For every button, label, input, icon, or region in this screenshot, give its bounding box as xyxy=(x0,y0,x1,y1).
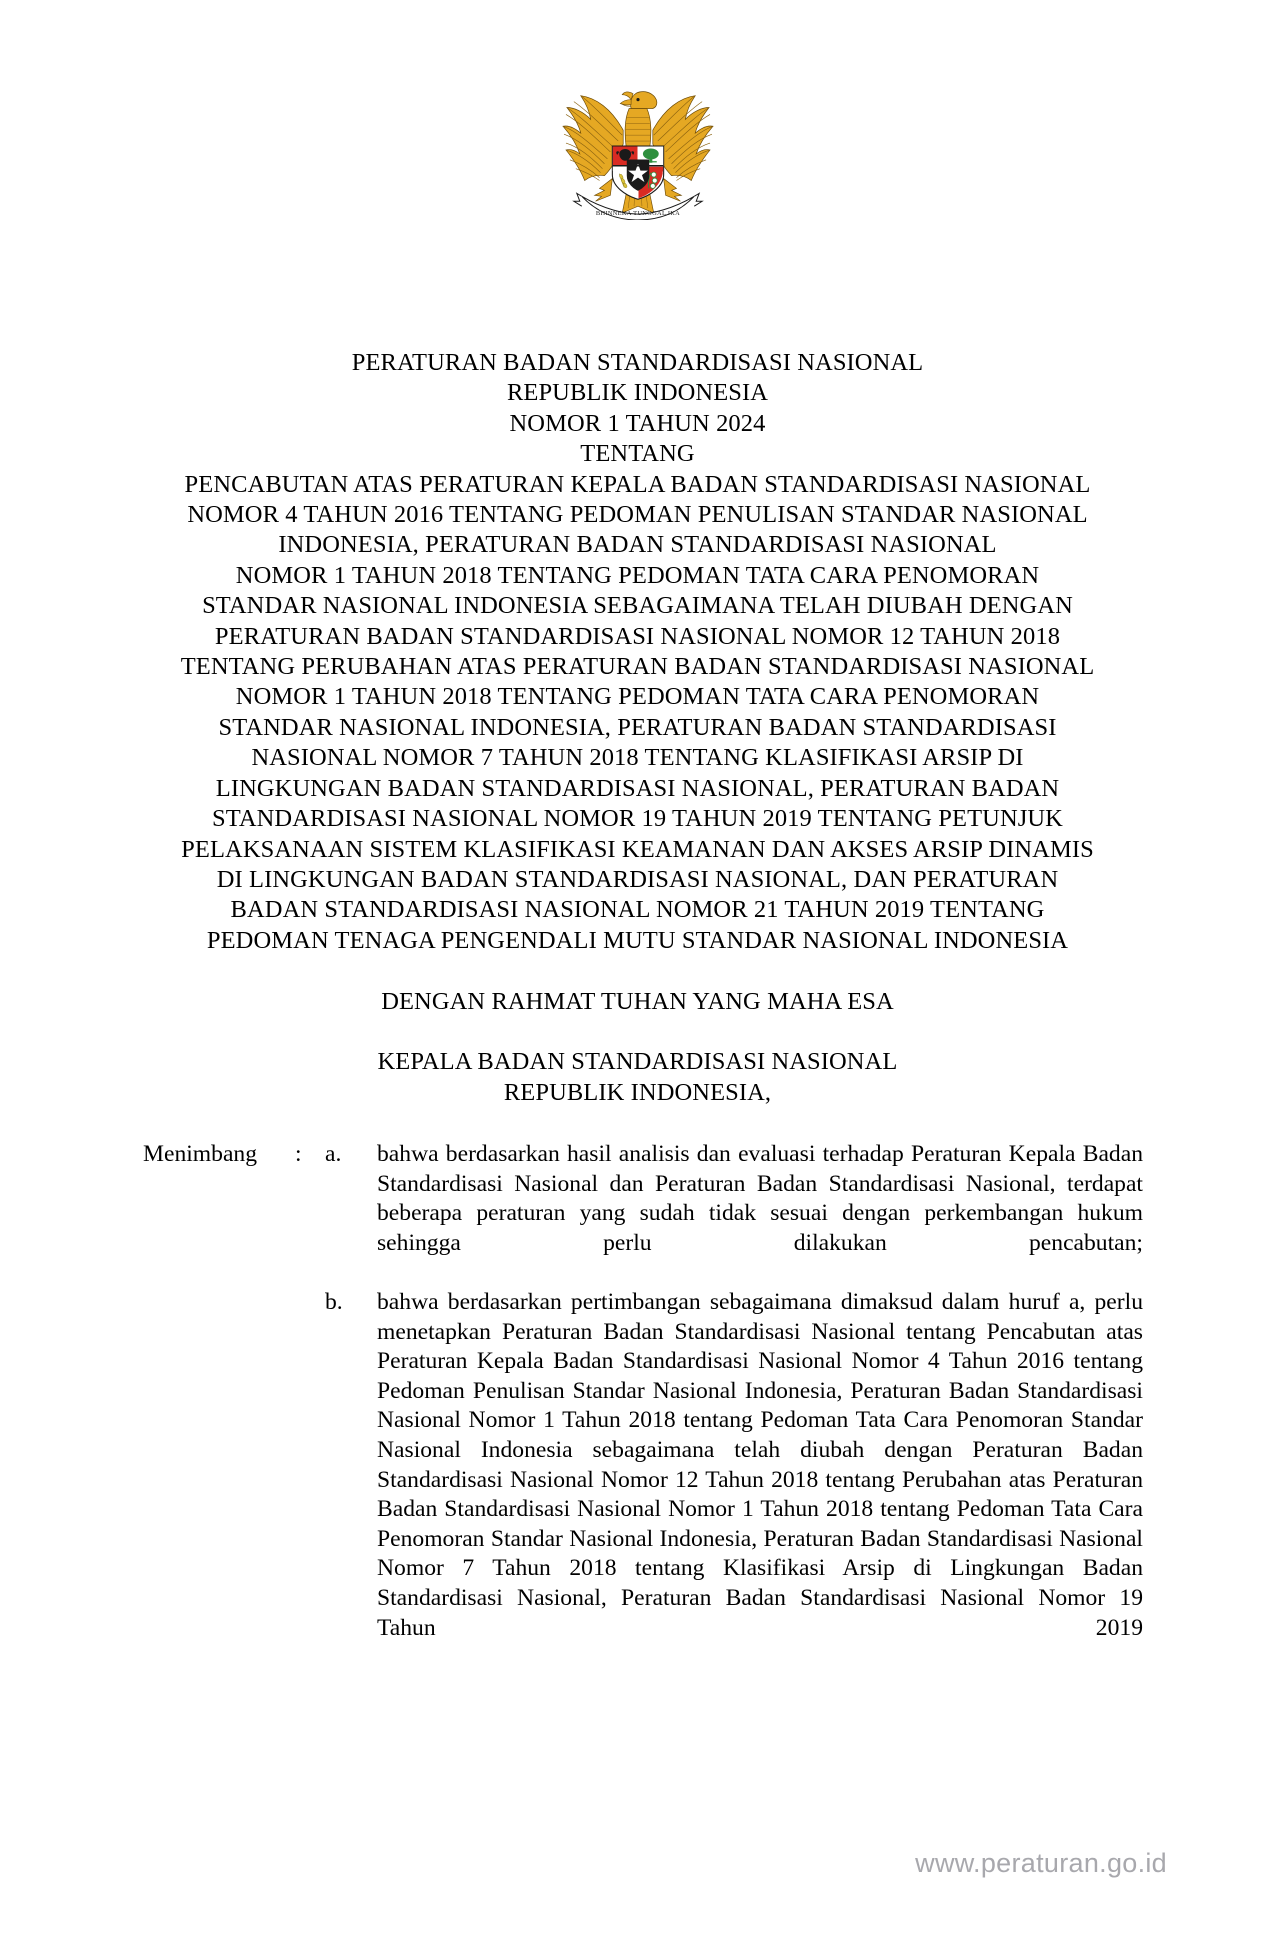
title-line: STANDAR NASIONAL INDONESIA, PERATURAN BADAN STANDARDISASI xyxy=(218,713,1057,741)
emblem-container xyxy=(0,72,1275,220)
consideration-text-a: bahwa berdasarkan hasil analisis dan evaluasi terhadap Peraturan Kepala Badan Standardisasi Nasional dan Peraturan Badan Standardisasi Nasional, terdapat beberapa peraturan yang sudah tidak sesuai dengan perkembangan hukum sehingga perlu dilakukan pencabutan; xyxy=(377,1141,1143,1256)
title-line: PEDOMAN TENAGA PENGENDALI MUTU STANDAR NASIONAL INDONESIA xyxy=(206,926,1069,954)
footer-watermark: www.peraturan.go.id xyxy=(915,1848,1167,1878)
title-line: TENTANG xyxy=(580,440,695,468)
title-line: PERATURAN BADAN STANDARDISASI NASIONAL xyxy=(351,349,924,376)
title-line: REPUBLIK INDONESIA xyxy=(506,379,769,407)
title-line: TENTANG PERUBAHAN ATAS PERATURAN BADAN STANDARDISASI NASIONAL xyxy=(180,653,1095,681)
title-spacer xyxy=(0,956,1275,986)
document-title-block xyxy=(0,348,1275,1108)
consideration-item-a xyxy=(143,1140,1143,1288)
title-line: NOMOR 4 TAHUN 2016 TENTANG PEDOMAN PENULISAN STANDAR NASIONAL xyxy=(187,501,1088,529)
title-line: LINGKUNGAN BADAN STANDARDISASI NASIONAL, PERATURAN BADAN xyxy=(215,774,1060,802)
title-line: NASIONAL NOMOR 7 TAHUN 2018 TENTANG KLASIFIKASI ARSIP DI xyxy=(251,744,1024,772)
considerations-label: Menimbang xyxy=(143,1141,258,1167)
authority-line: KEPALA BADAN STANDARDISASI NASIONAL xyxy=(377,1048,898,1076)
blessing-line: DENGAN RAHMAT TUHAN YANG MAHA ESA xyxy=(381,987,894,1015)
title-line: NOMOR 1 TAHUN 2018 TENTANG PEDOMAN TATA CARA PENOMORAN xyxy=(235,561,1040,589)
title-line: STANDAR NASIONAL INDONESIA SEBAGAIMANA TELAH DIUBAH DENGAN xyxy=(202,592,1073,620)
emblem-motto-text: BHINNEKA TUNGGAL IKA xyxy=(595,210,680,218)
garuda-pancasila-emblem xyxy=(558,72,718,220)
title-line: PELAKSANAAN SISTEM KLASIFIKASI KEAMANAN DAN AKSES ARSIP DINAMIS xyxy=(181,835,1094,863)
title-line: PERATURAN BADAN STANDARDISASI NASIONAL NOMOR 12 TAHUN 2018 xyxy=(214,622,1061,650)
authority-line: REPUBLIK INDONESIA, xyxy=(503,1078,772,1106)
title-line: DI LINGKUNGAN BADAN STANDARDISASI NASIONAL, DAN PERATURAN xyxy=(216,865,1059,893)
title-line: PENCABUTAN ATAS PERATURAN KEPALA BADAN STANDARDISASI NASIONAL xyxy=(184,470,1091,498)
title-line: NOMOR 1 TAHUN 2024 xyxy=(509,409,766,437)
title-line: BADAN STANDARDISASI NASIONAL NOMOR 21 TAHUN 2019 TENTANG xyxy=(230,896,1045,924)
considerations-colon: : xyxy=(295,1141,302,1167)
title-line: INDONESIA, PERATURAN BADAN STANDARDISASI NASIONAL xyxy=(278,531,997,559)
blessing-spacer xyxy=(0,1017,1275,1047)
consideration-item-b xyxy=(143,1288,1143,1673)
consideration-letter-b: b. xyxy=(325,1288,343,1315)
title-line: STANDARDISASI NASIONAL NOMOR 19 TAHUN 2019 TENTANG PETUNJUK xyxy=(212,805,1063,833)
consideration-letter-a: a. xyxy=(325,1141,342,1167)
considerations-section xyxy=(143,1140,1143,1673)
consideration-text-b: bahwa berdasarkan pertimbangan sebagaimana dimaksud dalam huruf a, perlu menetapkan Peraturan Badan Standardisasi Nasional tentang Pencabutan atas Peraturan Kepala Badan Standardisasi Nasional Nomor 4 Tahun 2016 tentang Pedoman Penulisan Standar Nasional Indonesia, Peraturan Badan Standardisasi Nasional Nomor 1 Tahun 2018 tentang Pedoman Tata Cara Penomoran Standar Nasional Indonesia sebagaimana telah diubah dengan Peraturan Badan Standardisasi Nasional Nomor 12 Tahun 2018 tentang Perubahan atas Peraturan Badan Standardisasi Nasional Nomor 1 Tahun 2018 tentang Pedoman Tata Cara Penomoran Standar Nasional Indonesia, Peraturan Badan Standardisasi Nasional Nomor 7 Tahun 2018 tentang Klasifikasi Arsip di Lingkungan Badan Standardisasi Nasional, Peraturan Badan Standardisasi Nasional Nomor 19 Tahun 2019 xyxy=(377,1288,1143,1641)
title-line: NOMOR 1 TAHUN 2018 TENTANG PEDOMAN TATA CARA PENOMORAN xyxy=(235,683,1040,711)
